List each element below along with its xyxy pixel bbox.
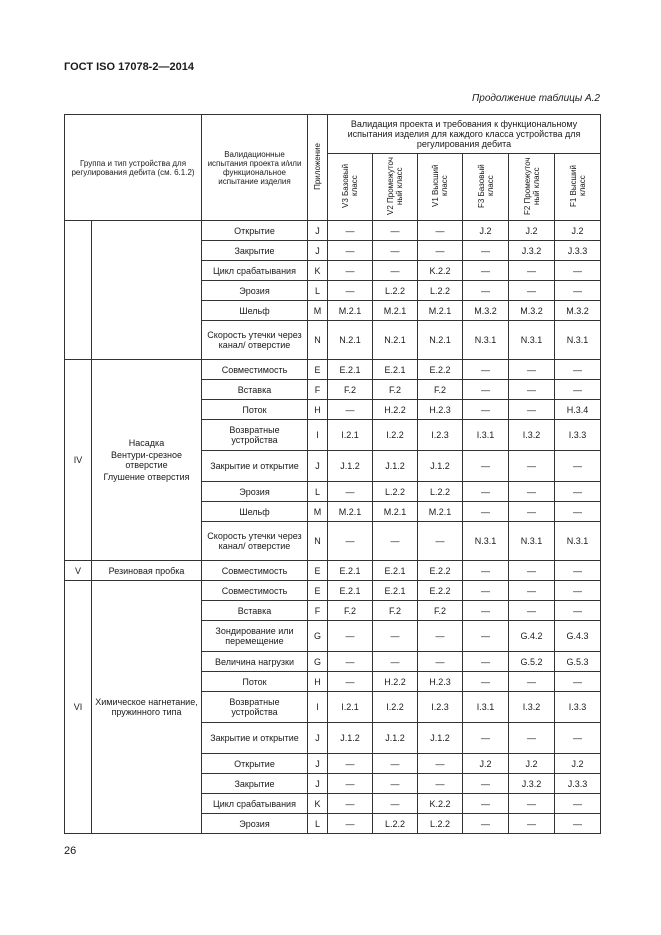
- class-value: —: [509, 561, 555, 581]
- class-value: L.2.2: [418, 482, 463, 502]
- class-value: N.3.1: [463, 522, 509, 561]
- class-value: —: [418, 774, 463, 794]
- test-name: Поток: [202, 672, 308, 692]
- class-value: —: [509, 581, 555, 601]
- header-class-1: [328, 154, 373, 221]
- class-value: —: [509, 482, 555, 502]
- class-value: —: [509, 601, 555, 621]
- class-value: E.2.1: [328, 561, 373, 581]
- page-number: 26: [64, 845, 77, 857]
- class-value: —: [328, 482, 373, 502]
- group-number: IV: [65, 360, 92, 561]
- class-value: N.2.1: [418, 321, 463, 360]
- appendix-letter: E: [308, 581, 328, 601]
- header-appendix-cell: [308, 115, 328, 221]
- table-row: [65, 561, 601, 581]
- class-value: F.2: [328, 380, 373, 400]
- class-value: L.2.2: [418, 814, 463, 834]
- class-value: M.2.1: [373, 502, 418, 522]
- class-value: E.2.2: [418, 561, 463, 581]
- class-value: I.3.1: [463, 420, 509, 451]
- class-value: J.1.2: [328, 451, 373, 482]
- class-value: J.2: [555, 754, 601, 774]
- class-value: —: [509, 380, 555, 400]
- appendix-letter: J: [308, 774, 328, 794]
- class-value: —: [463, 360, 509, 380]
- class-value: —: [328, 672, 373, 692]
- class-value: J.2: [463, 754, 509, 774]
- group-number: [65, 221, 92, 360]
- appendix-letter: F: [308, 601, 328, 621]
- class-value: I.2.3: [418, 692, 463, 723]
- class-value: —: [373, 261, 418, 281]
- test-name: Открытие: [202, 221, 308, 241]
- class-value: —: [463, 451, 509, 482]
- class-value: —: [463, 241, 509, 261]
- header-requirements: Валидация проекта и требования к функциональному испытания изделия для каждого класса устройства для регулирования дебита: [328, 115, 601, 154]
- header-class-4: [463, 154, 509, 221]
- appendix-letter: J: [308, 754, 328, 774]
- test-name: Зондирование или перемещение: [202, 621, 308, 652]
- class-value: M.3.2: [463, 301, 509, 321]
- document-title: ГОСТ ISO 17078-2—2014: [64, 61, 194, 73]
- appendix-letter: J: [308, 451, 328, 482]
- class-value: —: [418, 754, 463, 774]
- class-value: E.2.1: [373, 360, 418, 380]
- class-value: —: [555, 672, 601, 692]
- class-value: J.1.2: [373, 723, 418, 754]
- appendix-letter: J: [308, 241, 328, 261]
- class-value: —: [373, 241, 418, 261]
- group-description-line: Глушение отверстия: [103, 472, 190, 482]
- header-class-label: F1 Высший класс: [568, 165, 587, 207]
- class-value: N.3.1: [509, 522, 555, 561]
- class-value: —: [509, 814, 555, 834]
- group-description-line: Резиновая пробка: [108, 565, 185, 576]
- class-value: —: [463, 601, 509, 621]
- class-value: H.3.4: [555, 400, 601, 420]
- class-value: —: [463, 794, 509, 814]
- class-value: E.2.1: [328, 360, 373, 380]
- class-value: —: [555, 380, 601, 400]
- appendix-letter: N: [308, 321, 328, 360]
- test-name: Скорость утечки через канал/ отверстие: [202, 522, 308, 561]
- class-value: —: [555, 581, 601, 601]
- class-value: H.2.3: [418, 672, 463, 692]
- class-value: —: [463, 723, 509, 754]
- class-value: —: [509, 451, 555, 482]
- class-value: —: [328, 241, 373, 261]
- header-class-3: [418, 154, 463, 221]
- class-value: —: [555, 601, 601, 621]
- class-value: J.2: [555, 221, 601, 241]
- class-value: —: [463, 672, 509, 692]
- test-name: Цикл срабатывания: [202, 794, 308, 814]
- test-name: Совместимость: [202, 360, 308, 380]
- test-name: Открытие: [202, 754, 308, 774]
- test-name: Совместимость: [202, 561, 308, 581]
- header-class-2: [373, 154, 418, 221]
- class-value: M.2.1: [373, 301, 418, 321]
- class-value: F.2: [373, 380, 418, 400]
- class-value: K.2.2: [418, 261, 463, 281]
- class-value: —: [328, 261, 373, 281]
- class-value: J.3.2: [509, 774, 555, 794]
- class-value: G.5.3: [555, 652, 601, 672]
- class-value: —: [509, 400, 555, 420]
- class-value: G.4.2: [509, 621, 555, 652]
- class-value: —: [328, 652, 373, 672]
- class-value: G.4.3: [555, 621, 601, 652]
- class-value: —: [418, 221, 463, 241]
- class-value: M.3.2: [555, 301, 601, 321]
- class-value: L.2.2: [373, 814, 418, 834]
- class-value: —: [328, 400, 373, 420]
- class-value: —: [463, 400, 509, 420]
- class-value: G.5.2: [509, 652, 555, 672]
- class-value: —: [373, 221, 418, 241]
- class-value: K.2.2: [418, 794, 463, 814]
- class-value: —: [373, 754, 418, 774]
- class-value: —: [463, 621, 509, 652]
- class-value: I.2.3: [418, 420, 463, 451]
- appendix-letter: K: [308, 261, 328, 281]
- appendix-letter: H: [308, 400, 328, 420]
- class-value: N.3.1: [555, 522, 601, 561]
- test-name: Возвратные устройства: [202, 692, 308, 723]
- class-value: —: [463, 774, 509, 794]
- class-value: I.3.3: [555, 692, 601, 723]
- test-name: Возвратные устройства: [202, 420, 308, 451]
- header-class-label: V3 Базовый класс: [341, 163, 359, 209]
- appendix-letter: H: [308, 672, 328, 692]
- class-value: —: [555, 794, 601, 814]
- header-class-label: V1 Высший класс: [431, 164, 449, 208]
- class-value: H.2.2: [373, 672, 418, 692]
- class-value: J.1.2: [418, 723, 463, 754]
- test-name: Величина нагрузки: [202, 652, 308, 672]
- test-name: Поток: [202, 400, 308, 420]
- class-value: —: [509, 723, 555, 754]
- class-value: I.2.2: [373, 692, 418, 723]
- class-value: —: [463, 380, 509, 400]
- class-value: —: [328, 814, 373, 834]
- class-value: —: [509, 794, 555, 814]
- test-name: Эрозия: [202, 814, 308, 834]
- class-value: I.2.2: [373, 420, 418, 451]
- class-value: —: [555, 451, 601, 482]
- test-name: Эрозия: [202, 281, 308, 301]
- class-value: E.2.1: [373, 581, 418, 601]
- appendix-letter: N: [308, 522, 328, 561]
- class-value: E.2.2: [418, 581, 463, 601]
- appendix-letter: I: [308, 420, 328, 451]
- class-value: I.2.1: [328, 692, 373, 723]
- header-class-label: F2 Промежуточ ный класс: [522, 157, 541, 215]
- test-name: Совместимость: [202, 581, 308, 601]
- table-row: [65, 581, 601, 601]
- class-value: L.2.2: [373, 281, 418, 301]
- class-value: —: [328, 522, 373, 561]
- header-group: Группа и тип устройства для регулирования дебита (см. 6.1.2): [65, 115, 202, 221]
- test-name: Эрозия: [202, 482, 308, 502]
- class-value: —: [509, 261, 555, 281]
- class-value: I.3.2: [509, 420, 555, 451]
- class-value: E.2.2: [418, 360, 463, 380]
- class-value: —: [509, 360, 555, 380]
- class-value: I.3.1: [463, 692, 509, 723]
- class-value: —: [373, 652, 418, 672]
- appendix-letter: J: [308, 221, 328, 241]
- class-value: —: [463, 482, 509, 502]
- class-value: E.2.1: [328, 581, 373, 601]
- class-value: —: [509, 281, 555, 301]
- appendix-letter: L: [308, 814, 328, 834]
- class-value: E.2.1: [373, 561, 418, 581]
- test-name: Закрытие: [202, 774, 308, 794]
- class-value: —: [463, 561, 509, 581]
- class-value: —: [555, 281, 601, 301]
- class-value: L.2.2: [418, 281, 463, 301]
- class-value: F.2: [418, 380, 463, 400]
- class-value: —: [555, 502, 601, 522]
- class-value: J.2: [463, 221, 509, 241]
- class-value: —: [418, 621, 463, 652]
- appendix-letter: K: [308, 794, 328, 814]
- class-value: F.2: [328, 601, 373, 621]
- group-description: [92, 561, 202, 581]
- class-value: —: [418, 522, 463, 561]
- class-value: —: [555, 561, 601, 581]
- class-value: N.3.1: [509, 321, 555, 360]
- test-name: Шельф: [202, 301, 308, 321]
- class-value: —: [555, 814, 601, 834]
- appendix-letter: L: [308, 482, 328, 502]
- header-class-label: V2 Промежуточ ный класс: [386, 157, 404, 215]
- class-value: —: [463, 652, 509, 672]
- group-description: [92, 360, 202, 561]
- class-value: H.2.2: [373, 400, 418, 420]
- class-value: N.2.1: [373, 321, 418, 360]
- class-value: —: [463, 281, 509, 301]
- test-name: Закрытие и открытие: [202, 723, 308, 754]
- appendix-letter: J: [308, 723, 328, 754]
- class-value: —: [328, 621, 373, 652]
- class-value: N.3.1: [463, 321, 509, 360]
- class-value: F.2: [373, 601, 418, 621]
- class-value: —: [328, 281, 373, 301]
- test-name: Скорость утечки через канал/ отверстие: [202, 321, 308, 360]
- test-name: Цикл срабатывания: [202, 261, 308, 281]
- class-value: J.3.3: [555, 241, 601, 261]
- class-value: —: [509, 502, 555, 522]
- group-description: [92, 221, 202, 360]
- group-description-line: Вентури-срезное отверстие: [110, 450, 183, 470]
- class-value: —: [555, 360, 601, 380]
- class-value: L.2.2: [373, 482, 418, 502]
- test-name: Закрытие: [202, 241, 308, 261]
- group-description: [92, 581, 202, 834]
- group-description-line: Насадка: [128, 438, 165, 448]
- class-value: I.2.1: [328, 420, 373, 451]
- class-value: F.2: [418, 601, 463, 621]
- class-value: —: [463, 581, 509, 601]
- test-name: Закрытие и открытие: [202, 451, 308, 482]
- validation-table: [64, 114, 601, 834]
- class-value: —: [373, 794, 418, 814]
- appendix-letter: E: [308, 561, 328, 581]
- table-continuation-caption: Продолжение таблицы А.2: [472, 93, 600, 104]
- appendix-letter: M: [308, 502, 328, 522]
- class-value: —: [328, 794, 373, 814]
- class-value: —: [418, 652, 463, 672]
- class-value: M.2.1: [418, 301, 463, 321]
- appendix-letter: E: [308, 360, 328, 380]
- group-description-line: Химическое нагнетание, пружинного типа: [95, 697, 198, 717]
- class-value: —: [555, 723, 601, 754]
- class-value: M.3.2: [509, 301, 555, 321]
- class-value: J.2: [509, 754, 555, 774]
- class-value: H.2.3: [418, 400, 463, 420]
- group-number: VI: [65, 581, 92, 834]
- table-row: [65, 221, 601, 241]
- header-class-label: F3 Базовый класс: [476, 164, 495, 208]
- test-name: Шельф: [202, 502, 308, 522]
- class-value: J.1.2: [373, 451, 418, 482]
- class-value: J.1.2: [418, 451, 463, 482]
- class-value: —: [328, 754, 373, 774]
- class-value: —: [555, 482, 601, 502]
- class-value: —: [418, 241, 463, 261]
- class-value: —: [463, 814, 509, 834]
- appendix-letter: G: [308, 621, 328, 652]
- header-appendix: Приложение: [313, 143, 322, 190]
- class-value: —: [509, 672, 555, 692]
- class-value: J.1.2: [328, 723, 373, 754]
- header-class-6: [555, 154, 601, 221]
- class-value: N.3.1: [555, 321, 601, 360]
- class-value: —: [328, 221, 373, 241]
- header-class-5: [509, 154, 555, 221]
- appendix-letter: L: [308, 281, 328, 301]
- appendix-letter: I: [308, 692, 328, 723]
- class-value: —: [328, 774, 373, 794]
- class-value: I.3.3: [555, 420, 601, 451]
- class-value: I.3.2: [509, 692, 555, 723]
- appendix-letter: G: [308, 652, 328, 672]
- test-name: Вставка: [202, 380, 308, 400]
- class-value: —: [373, 774, 418, 794]
- class-value: —: [373, 621, 418, 652]
- table-row: [65, 360, 601, 380]
- class-value: J.3.3: [555, 774, 601, 794]
- class-value: —: [463, 502, 509, 522]
- class-value: —: [373, 522, 418, 561]
- header-validation: Валидационные испытания проекта и/или функциональное испытание изделия: [202, 115, 308, 221]
- class-value: M.2.1: [328, 301, 373, 321]
- group-number: V: [65, 561, 92, 581]
- class-value: —: [555, 261, 601, 281]
- class-value: N.2.1: [328, 321, 373, 360]
- appendix-letter: F: [308, 380, 328, 400]
- class-value: J.3.2: [509, 241, 555, 261]
- class-value: M.2.1: [418, 502, 463, 522]
- class-value: J.2: [509, 221, 555, 241]
- test-name: Вставка: [202, 601, 308, 621]
- appendix-letter: M: [308, 301, 328, 321]
- class-value: M.2.1: [328, 502, 373, 522]
- class-value: —: [463, 261, 509, 281]
